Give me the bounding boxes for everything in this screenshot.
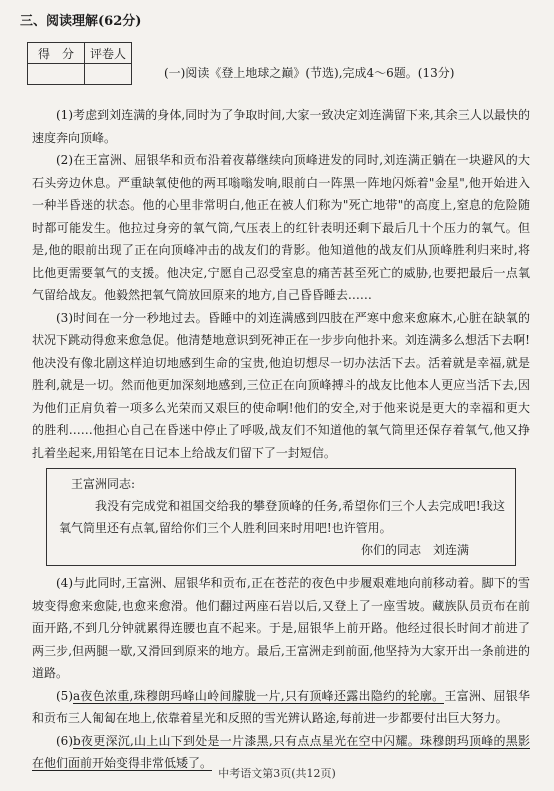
paragraph-1: (1)考虑到刘连满的身体,同时为了争取时间,大家一致决定刘连满留下来,其余三人以最快的速度奔向顶峰。	[32, 108, 530, 145]
paragraph-6-number: (6)	[56, 733, 73, 748]
sentence-b-underlined: b夜更深沉,山上山下到处是一片漆黑,只有点点星光在空中闪耀。珠穆朗玛顶峰的黑影在他们面前开始变得非常低矮了。	[32, 733, 530, 770]
letter-content: 我没有完成党和祖国交给我的攀登顶峰的任务,希望你们三个人去完成吧!我这氧气筒里还有点氧,留给你们三个人胜利回来时用吧!也许管用。	[59, 499, 505, 535]
part-title: (一)阅读《登上地球之巅》(节选),完成4～6题。(13分)	[164, 66, 455, 80]
score-cell	[28, 64, 85, 85]
paragraph-4: (4)与此同时,王富洲、屈银华和贡布,正在苍茫的夜色中步履艰难地向前移动着。脚下的雪坡变得愈来愈陡,也愈来愈滑。他们翻过两座石岩以后,又登上了一座雪坡。藏族队员贡布在前面开路,不到几分钟就累得连腰也直不起来。于是,屈银华上前开路。他经过很长时间才前进了两三步,但两腿一歇,又滑回到原来的地方。最后,王富洲走到前面,他坚持为大家开出一条前进的道路。	[32, 576, 530, 680]
section-title: 三、阅读理解(62分)	[20, 14, 142, 29]
letter-signature: 你们的同志 刘连满	[360, 543, 469, 557]
score-table	[27, 42, 132, 85]
grader-label: 评卷人	[85, 43, 132, 64]
letter-box	[46, 468, 516, 566]
grader-cell	[85, 64, 132, 85]
paragraph-5	[32, 685, 530, 730]
score-label: 得 分	[28, 43, 85, 64]
paragraph-2: (2)在王富洲、屈银华和贡布沿着夜幕继续向顶峰进发的同时,刘连满正躺在一块避风的大石头旁边休息。严重缺氧使他的两耳嗡嗡发响,眼前白一阵黑一阵地闪烁着"金星",他开始进入一种半昏迷的状态。他的心里非常明白,他正在被人们称为"死亡地带"的高度上,窒息的危险随时都可能发生。他拉过身旁的氧气筒,气压表上的红针表明还剩下最后几十个压力的氧气。但是,他的眼前出现了正在向顶峰冲击的战友们的背影。他知道他的战友们从顶峰胜利归来时,将比他更需要氧气的支援。他决定,宁愿自己忍受室息的痛苦甚至死亡的威胁,也要把最后一点氧气留给战友。他毅然把氧气筒放回原来的地方,自己昏昏睡去……	[32, 153, 530, 302]
page-footer: 中考语文第3页(共12页)	[218, 767, 336, 780]
paragraph-3: (3)时间在一分一秒地过去。昏睡中的刘连满感到四肢在严寒中愈来愈麻木,心脏在缺氧的状况下跳动得愈来愈急促。他清楚地意识到死神正在一步步向他扑来。刘连满多么想活下去啊!他决没有像北剧这样迫切地感到生命的宝贵,他迫切想尽一切办法活下去。活着就是幸福,就是胜利,就是一切。然而他更加深刻地感到,三位正在向顶峰搏斗的战友比他本人更应当活下去,因为他们正肩负着一项多么光荣而又艰巨的使命啊!他们的安全,对于他来说是更大的幸福和更大的胜利……他担心自己在昏迷中停止了呼吸,战友们不知道他的氧气筒里还保存着氧气,他又挣扎着坐起来,用铅笔在日记本上给战友们留下了一封短信。	[32, 310, 530, 460]
paragraph-5-number: (5)	[56, 688, 73, 703]
passage-body	[32, 104, 530, 775]
sentence-a-underlined: a夜色浓重,珠穆朗玛峰山岭间朦胧一片,只有顶峰还露出隐约的轮廓。	[73, 688, 445, 703]
letter-salutation: 王富洲同志:	[71, 477, 136, 491]
paragraph-5-rest: 王富洲、屈银华和贡布三人匍匐在地上,依靠着星光和反照的雪光辨认路途,每前进一步都要付出巨大努力。	[32, 688, 530, 725]
